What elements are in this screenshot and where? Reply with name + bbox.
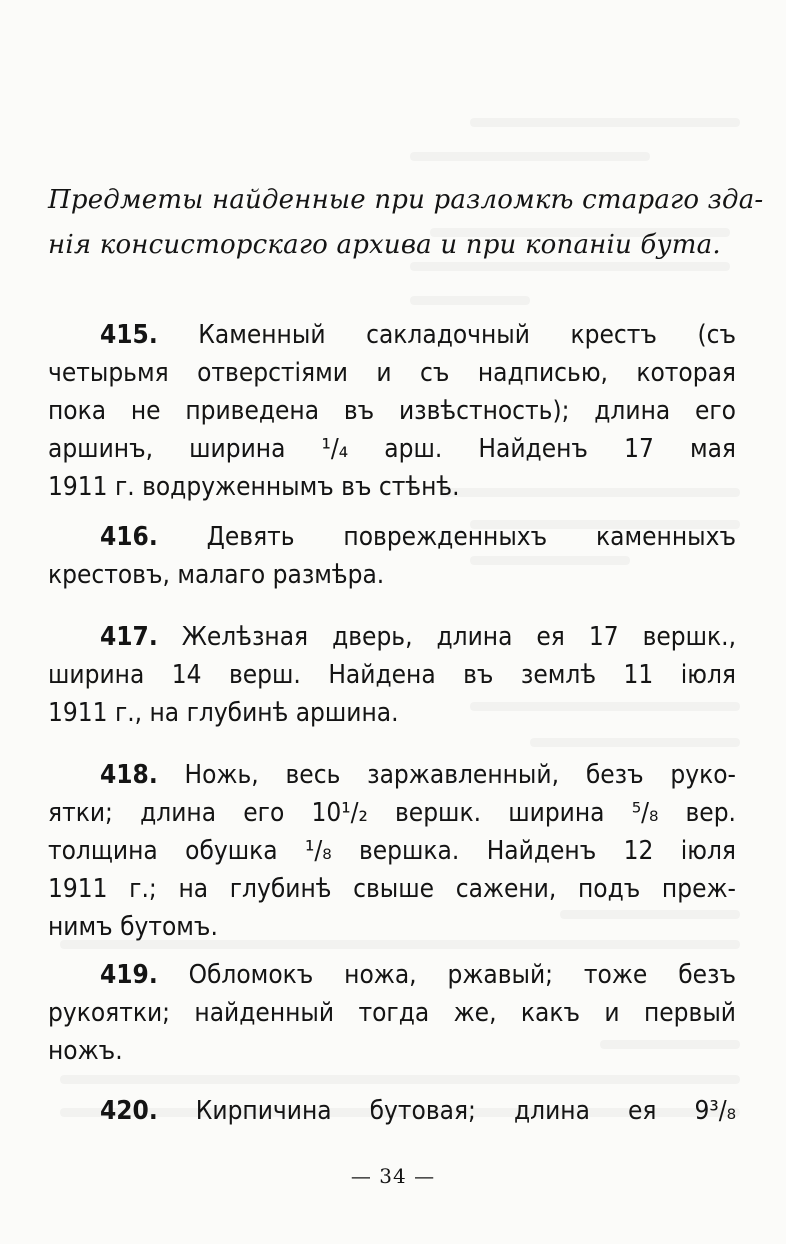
entry-text-line: Ножь, весь заржавленный, безъ руко-: [184, 760, 736, 790]
entry-text-line: Каменный сакладочный крестъ (съ: [198, 320, 736, 350]
entry-text-line: Девять поврежденныхъ каменныхъ: [206, 522, 736, 552]
entry-number: 419.: [100, 960, 158, 990]
entry-text-line: Обломокъ ножа, ржавый; тоже безъ: [188, 960, 736, 990]
entry-text-line: крестовъ, малаго размѣра.: [48, 560, 385, 590]
section-heading: [48, 178, 764, 268]
entry-text-line: ножъ.: [48, 1036, 123, 1066]
entry-text-line: четырьмя отверстіями и съ надписью, которая: [48, 358, 736, 388]
entry-text-line: ширина 14 верш. Найдена въ землѣ 11 іюля: [48, 660, 736, 690]
heading-line-2: нія консисторскаго архива и при копаніи бута.: [48, 230, 721, 260]
entry-number: 417.: [100, 622, 158, 652]
entry-text-line: рукоятки; найденный тогда же, какъ и первый: [48, 998, 736, 1028]
entry-text-line: Кирпичина бутовая; длина ея 9³/₈: [195, 1096, 736, 1126]
page-number: — 34 —: [350, 1164, 436, 1188]
entry-419: [48, 956, 736, 1070]
entry-text-line: аршинъ, ширина ¹/₄ арш. Найденъ 17 мая: [48, 434, 736, 464]
entry-number: 420.: [100, 1096, 158, 1126]
heading-line-1: Предметы найденные при разломкѣ стараго зда-: [48, 185, 764, 215]
entry-text-line: 1911 г.; на глубинѣ свыше сажени, подъ преж-: [48, 874, 736, 904]
entry-text-line: 1911 г. водруженнымъ въ стѣнѣ.: [48, 472, 460, 502]
entry-text-line: ятки; длина его 10¹/₂ вершк. ширина ⁵/₈ вер.: [48, 798, 736, 828]
entry-text-line: 1911 г., на глубинѣ аршина.: [48, 698, 399, 728]
entry-415: [48, 316, 736, 506]
entry-number: 418.: [100, 760, 158, 790]
entry-number: 415.: [100, 320, 158, 350]
entry-text-line: толщина обушка ¹/₈ вершка. Найденъ 12 іюля: [48, 836, 736, 866]
entry-417: [48, 618, 736, 732]
entry-number: 416.: [100, 522, 158, 552]
entry-416: [48, 518, 736, 594]
entry-420: [48, 1092, 736, 1130]
entry-text-line: Желѣзная дверь, длина ея 17 вершк.,: [181, 622, 736, 652]
entry-418: [48, 756, 736, 946]
entry-text-line: пока не приведена въ извѣстность); длина его: [48, 396, 736, 426]
entry-text-line: нимъ бутомъ.: [48, 912, 218, 942]
